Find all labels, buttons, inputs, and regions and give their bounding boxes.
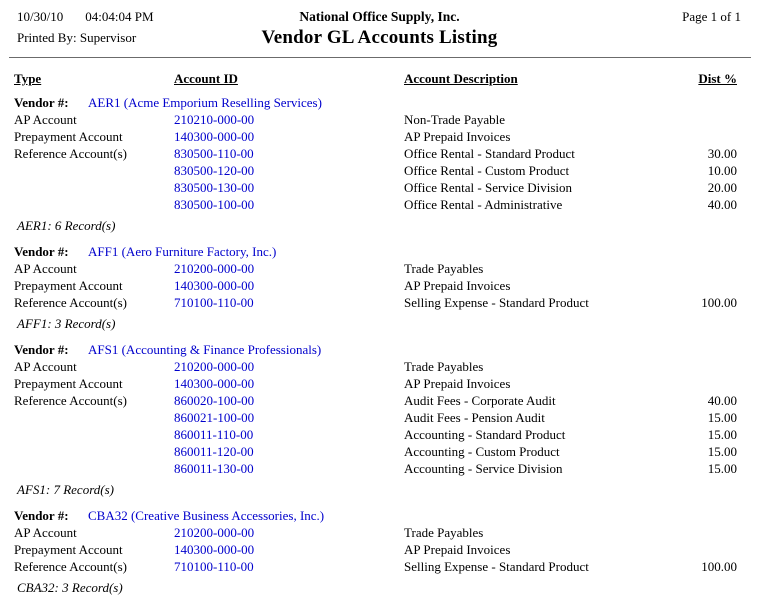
page-indicator: Page 1 of 1 xyxy=(682,9,741,24)
dist-percent: 15.00 xyxy=(707,427,737,442)
dist-percent xyxy=(657,111,737,128)
account-id-link[interactable]: 830500-100-00 xyxy=(174,197,255,212)
gl-account-row xyxy=(0,409,759,426)
dist-percent: 20.00 xyxy=(707,180,737,195)
account-id-link[interactable]: 140300-000-00 xyxy=(174,129,255,144)
account-description: AP Prepaid Invoices xyxy=(404,376,511,391)
row-type-label: AP Account xyxy=(14,359,77,374)
record-count: AFS1: 7 Record(s) xyxy=(17,482,114,497)
gl-account-row xyxy=(0,179,759,196)
gl-account-row xyxy=(0,196,759,213)
gl-account-row xyxy=(0,277,759,294)
print-time: 04:04:04 PM xyxy=(85,9,154,24)
dist-percent: 30.00 xyxy=(707,146,737,161)
account-id-link[interactable]: 140300-000-00 xyxy=(174,542,255,557)
gl-account-row xyxy=(0,294,759,311)
vendor-header-row xyxy=(0,243,759,260)
dist-percent: 40.00 xyxy=(707,197,737,212)
gl-account-row xyxy=(0,558,759,575)
account-id-link[interactable]: 710100-110-00 xyxy=(174,559,254,574)
account-id-link[interactable]: 830500-130-00 xyxy=(174,180,255,195)
account-description: Audit Fees - Corporate Audit xyxy=(404,393,556,408)
row-type-label: Reference Account(s) xyxy=(14,146,127,161)
account-id-link[interactable]: 860020-100-00 xyxy=(174,393,255,408)
gl-account-row xyxy=(0,128,759,145)
header-center xyxy=(0,9,759,49)
account-id-link[interactable]: 210200-000-00 xyxy=(174,359,255,374)
gl-account-row xyxy=(0,375,759,392)
account-description: Trade Payables xyxy=(404,525,484,540)
vendor-number-label: Vendor #: xyxy=(14,342,69,357)
account-description: AP Prepaid Invoices xyxy=(404,129,511,144)
dist-percent: 100.00 xyxy=(701,295,737,310)
dist-percent xyxy=(657,260,737,277)
row-type-label xyxy=(14,409,174,426)
vendor-header-row xyxy=(0,94,759,111)
row-type-label: AP Account xyxy=(14,112,77,127)
vendor-number-label: Vendor #: xyxy=(14,95,69,110)
column-header-row xyxy=(0,58,759,87)
account-id-link[interactable]: 860021-100-00 xyxy=(174,410,255,425)
gl-account-row xyxy=(0,145,759,162)
account-description: AP Prepaid Invoices xyxy=(404,278,511,293)
row-type-label xyxy=(14,460,174,477)
dist-percent xyxy=(657,375,737,392)
gl-account-row xyxy=(0,443,759,460)
account-description: Accounting - Standard Product xyxy=(404,427,566,442)
row-type-label: Prepayment Account xyxy=(14,542,123,557)
gl-account-row xyxy=(0,460,759,477)
row-type-label: Prepayment Account xyxy=(14,278,123,293)
gl-account-row xyxy=(0,392,759,409)
account-description: Office Rental - Custom Product xyxy=(404,163,570,178)
account-id-link[interactable]: 210210-000-00 xyxy=(174,112,255,127)
account-id-link[interactable]: 710100-110-00 xyxy=(174,295,254,310)
dist-percent xyxy=(657,128,737,145)
row-type-label: AP Account xyxy=(14,261,77,276)
dist-percent: 10.00 xyxy=(707,163,737,178)
vendor-sections xyxy=(0,94,759,596)
row-type-label: Reference Account(s) xyxy=(14,559,127,574)
row-type-label xyxy=(14,196,174,213)
print-date: 10/30/10 xyxy=(17,9,64,24)
account-description: Office Rental - Standard Product xyxy=(404,146,575,161)
account-id-link[interactable]: 140300-000-00 xyxy=(174,376,255,391)
record-count: CBA32: 3 Record(s) xyxy=(17,580,123,595)
account-description: Trade Payables xyxy=(404,359,484,374)
row-type-label: Reference Account(s) xyxy=(14,393,127,408)
col-header-dist-pct: Dist % xyxy=(698,71,737,86)
dist-percent xyxy=(657,277,737,294)
vendor-number-label: Vendor #: xyxy=(14,244,69,259)
row-type-label xyxy=(14,443,174,460)
account-description: Non-Trade Payable xyxy=(404,112,505,127)
account-id-link[interactable]: 830500-110-00 xyxy=(174,146,254,161)
printed-by-text: Printed By: Supervisor xyxy=(17,30,137,45)
account-description: AP Prepaid Invoices xyxy=(404,542,511,557)
row-type-label: AP Account xyxy=(14,525,77,540)
vendor-link[interactable]: AFS1 (Accounting & Finance Professionals) xyxy=(88,342,322,357)
row-type-label: Prepayment Account xyxy=(14,129,123,144)
gl-account-row xyxy=(0,541,759,558)
gl-account-row xyxy=(0,162,759,179)
vendor-header-row xyxy=(0,507,759,524)
account-description: Audit Fees - Pension Audit xyxy=(404,410,545,425)
row-type-label: Reference Account(s) xyxy=(14,295,127,310)
row-type-label: Prepayment Account xyxy=(14,376,123,391)
dist-percent: 15.00 xyxy=(707,410,737,425)
row-type-label xyxy=(14,179,174,196)
col-header-account-id: Account ID xyxy=(174,71,238,86)
report-title: Vendor GL Accounts Listing xyxy=(261,27,498,48)
gl-account-row xyxy=(0,358,759,375)
account-description: Selling Expense - Standard Product xyxy=(404,559,589,574)
dist-percent xyxy=(657,541,737,558)
vendor-link[interactable]: CBA32 (Creative Business Accessories, Inc.) xyxy=(88,508,325,523)
gl-account-row xyxy=(0,524,759,541)
row-type-label xyxy=(14,162,174,179)
record-count: AFF1: 3 Record(s) xyxy=(17,316,116,331)
dist-percent xyxy=(657,358,737,375)
col-header-type: Type xyxy=(14,71,42,86)
report-header xyxy=(0,0,759,57)
vendor-section xyxy=(0,507,759,596)
vendor-section xyxy=(0,94,759,234)
gl-account-row xyxy=(0,111,759,128)
col-header-account-description: Account Description xyxy=(404,71,518,86)
vendor-section xyxy=(0,341,759,498)
vendor-link[interactable]: AFF1 (Aero Furniture Factory, Inc.) xyxy=(88,244,277,259)
account-id-link[interactable]: 860011-110-00 xyxy=(174,427,254,442)
account-id-link[interactable]: 210200-000-00 xyxy=(174,261,255,276)
account-description: Office Rental - Service Division xyxy=(404,180,572,195)
vendor-header-row xyxy=(0,341,759,358)
account-id-link[interactable]: 860011-130-00 xyxy=(174,461,254,476)
vendor-link[interactable]: AER1 (Acme Emporium Reselling Services) xyxy=(88,95,322,110)
account-description: Accounting - Custom Product xyxy=(404,444,560,459)
gl-account-row xyxy=(0,260,759,277)
dist-percent xyxy=(657,524,737,541)
account-id-link[interactable]: 140300-000-00 xyxy=(174,278,255,293)
dist-percent: 15.00 xyxy=(707,461,737,476)
account-description: Office Rental - Administrative xyxy=(404,197,563,212)
dist-percent: 15.00 xyxy=(707,444,737,459)
account-id-link[interactable]: 210200-000-00 xyxy=(174,525,255,540)
account-description: Accounting - Service Division xyxy=(404,461,563,476)
company-name: National Office Supply, Inc. xyxy=(299,9,460,24)
row-type-label xyxy=(14,426,174,443)
vendor-section xyxy=(0,243,759,332)
gl-account-row xyxy=(0,426,759,443)
dist-percent: 100.00 xyxy=(701,559,737,574)
account-description: Trade Payables xyxy=(404,261,484,276)
dist-percent: 40.00 xyxy=(707,393,737,408)
account-id-link[interactable]: 860011-120-00 xyxy=(174,444,254,459)
account-id-link[interactable]: 830500-120-00 xyxy=(174,163,255,178)
account-description: Selling Expense - Standard Product xyxy=(404,295,589,310)
vendor-number-label: Vendor #: xyxy=(14,508,69,523)
record-count: AER1: 6 Record(s) xyxy=(17,218,116,233)
